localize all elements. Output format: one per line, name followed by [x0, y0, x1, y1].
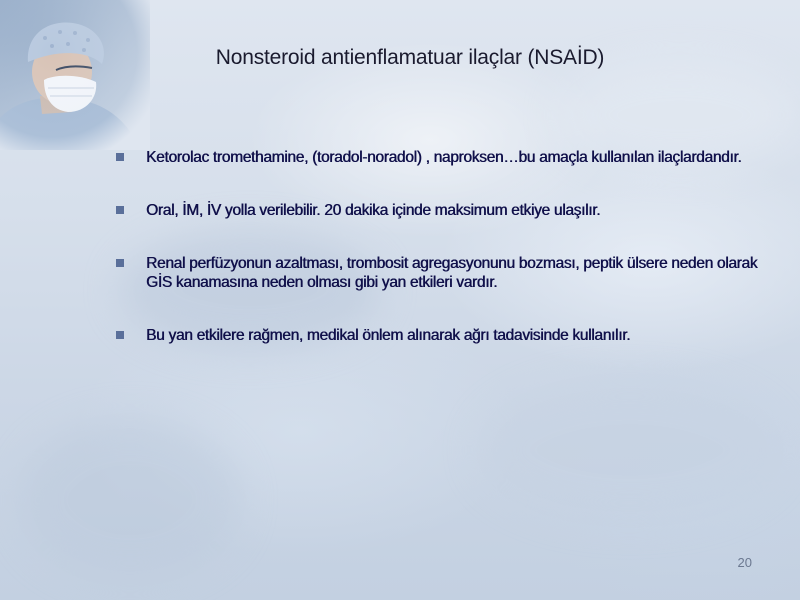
surgeon-photo-icon: [0, 0, 150, 150]
page-number: 20: [737, 555, 752, 570]
square-bullet-icon: [116, 206, 124, 214]
bullet-text: Renal perfüzyonun azaltması, trombosit agregasyonunu bozması, peptik ülsere neden olarak GİS kanamasına neden olması gibi yan etkileri vardır.: [146, 255, 758, 291]
bullet-text: Ketorolac tromethamine, (toradol-noradol) , naproksen…bu amaçla kullanılan ilaçlardandır.: [146, 149, 742, 166]
bullet-item: [112, 254, 762, 292]
square-bullet-icon: [116, 331, 124, 339]
slide-title: Nonsteroid antienflamatuar ilaçlar (NSAİD): [215, 46, 605, 69]
square-bullet-icon: [116, 153, 124, 161]
bullet-item: [112, 201, 762, 220]
background-blur: [20, 420, 240, 580]
bullet-text: Bu yan etkilere rağmen, medikal önlem alınarak ağrı tadavisinde kullanılır.: [146, 327, 631, 344]
background-blur: [480, 380, 780, 520]
bullet-item: [112, 326, 762, 345]
bullet-item: [112, 148, 762, 167]
bullet-list: [112, 148, 762, 379]
square-bullet-icon: [116, 259, 124, 267]
bullet-text: Oral, İM, İV yolla verilebilir. 20 dakika içinde maksimum etkiye ulaşılır.: [146, 202, 601, 219]
